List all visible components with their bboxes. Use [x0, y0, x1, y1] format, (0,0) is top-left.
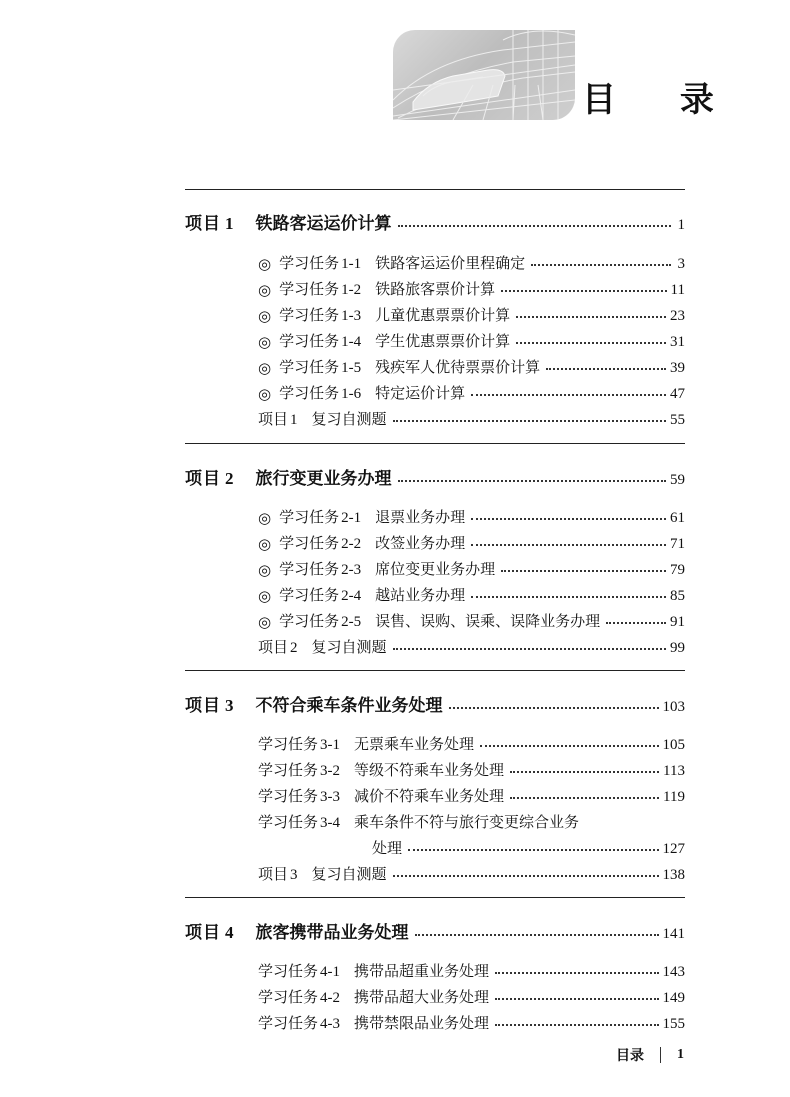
- page-footer: [616, 1045, 684, 1065]
- train-illustration-icon: [393, 30, 575, 120]
- toc-entry[interactable]: ◎ 学习任务 1-4 学生优惠票票价计算 31: [258, 332, 685, 351]
- review-entry[interactable]: 项目 2 复习自测题 99: [258, 638, 685, 656]
- page-number: 1: [677, 1047, 684, 1062]
- toc-entry[interactable]: ◎ 学习任务 2-3 席位变更业务办理 79: [258, 560, 685, 579]
- toc-entry[interactable]: 学习任务 4-2 携带品超大业务处理 149: [258, 988, 685, 1006]
- toc-entry[interactable]: ◎ 学习任务 1-3 儿童优惠票票价计算 23: [258, 306, 685, 325]
- footer-separator: [660, 1047, 661, 1063]
- toc-entry[interactable]: ◎ 学习任务 2-2 改签业务办理 71: [258, 534, 685, 553]
- toc-entry[interactable]: ◎ 学习任务 1-6 特定运价计算 47: [258, 384, 685, 403]
- toc-entry[interactable]: ◎ 学习任务 1-1 铁路客运运价里程确定 3: [258, 254, 685, 273]
- project-heading[interactable]: 项目 2 旅行变更业务办理 59: [185, 469, 685, 489]
- toc-entry[interactable]: 学习任务 3-3 减价不符乘车业务处理 119: [258, 787, 685, 805]
- project-heading[interactable]: 项目 4 旅客携带品业务处理 141: [185, 923, 685, 943]
- toc-entry[interactable]: ◎ 学习任务 1-2 铁路旅客票价计算 11: [258, 280, 685, 299]
- toc-entry[interactable]: 学习任务 3-1 无票乘车业务处理 105: [258, 735, 685, 753]
- toc-entry[interactable]: ◎ 学习任务 2-5 误售、误购、误乘、误降业务办理 91: [258, 612, 685, 631]
- section-divider: [185, 189, 685, 190]
- train-banner-image: [393, 30, 575, 120]
- toc-entry[interactable]: ◎ 学习任务 2-4 越站业务办理 85: [258, 586, 685, 605]
- toc-entry-continuation[interactable]: 处理 127: [372, 839, 685, 857]
- project-heading[interactable]: 项目 3 不符合乘车条件业务处理 103: [185, 696, 685, 716]
- section-divider: [185, 897, 685, 898]
- section-divider: [185, 670, 685, 671]
- section-divider: [185, 443, 685, 444]
- footer-label: 目录: [616, 1048, 644, 1064]
- review-entry[interactable]: 项目 3 复习自测题 138: [258, 865, 685, 883]
- toc-entry[interactable]: 学习任务 3-2 等级不符乘车业务处理 113: [258, 761, 685, 779]
- review-entry[interactable]: 项目 1 复习自测题 55: [258, 410, 685, 428]
- toc-entry-multiline[interactable]: 学习任务 3-4 乘车条件不符与旅行变更综合业务: [258, 813, 580, 831]
- toc-entry[interactable]: ◎ 学习任务 1-5 残疾军人优待票票价计算 39: [258, 358, 685, 377]
- toc-entry[interactable]: 学习任务 4-3 携带禁限品业务处理 155: [258, 1014, 685, 1032]
- toc-entry[interactable]: 学习任务 4-1 携带品超重业务处理 143: [258, 962, 685, 980]
- project-heading[interactable]: 项目 1 铁路客运运价计算 1: [185, 214, 685, 234]
- page-title: 目 录: [582, 80, 740, 120]
- toc-entry[interactable]: ◎ 学习任务 2-1 退票业务办理 61: [258, 508, 685, 527]
